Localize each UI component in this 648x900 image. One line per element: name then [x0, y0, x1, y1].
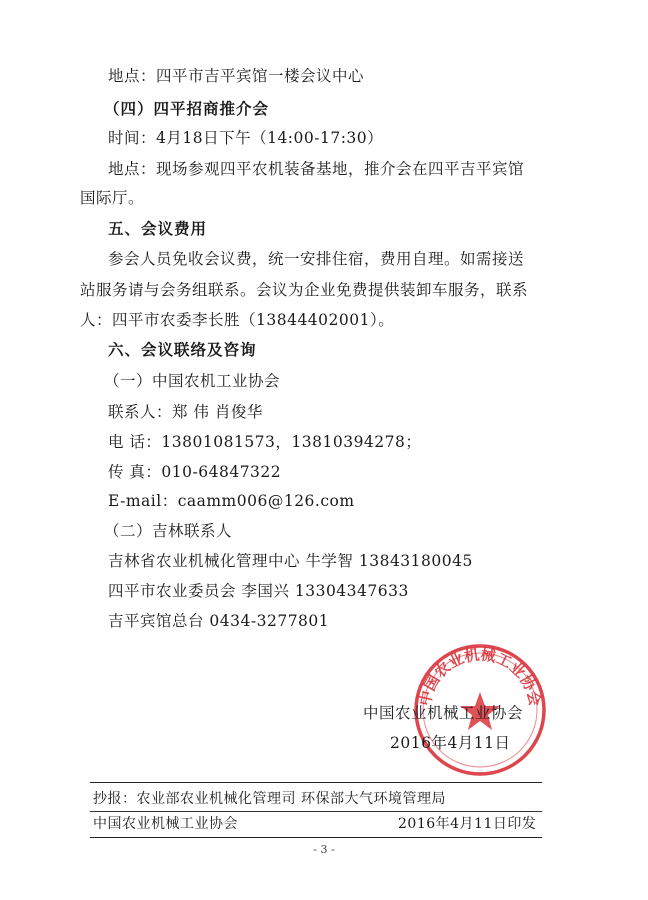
footer-mid-rule — [90, 811, 542, 812]
section-heading-fees: 五、会议费用 — [108, 220, 208, 238]
footer-bottom-rule — [90, 837, 542, 838]
fax-line: 传 真：010-64847322 — [108, 463, 282, 481]
contact-persons: 联系人：郑 伟 肖俊华 — [108, 403, 263, 421]
page-number: - 3 - — [313, 843, 335, 856]
seal-text: 中国农业机械工业协会 — [415, 645, 545, 708]
venue-line: 地点：四平市吉平宾馆一楼会议中心 — [108, 67, 365, 85]
email-line: E-mail：caamm006@126.com — [108, 492, 355, 510]
print-date: 2016年4月11日印发 — [398, 816, 537, 832]
subheading-association: （一）中国农机工业协会 — [104, 372, 281, 390]
subheading-jilin: （二）吉林联系人 — [104, 522, 233, 540]
phone-line: 电 话：13801081573，13810394278； — [108, 433, 422, 451]
section-heading-four: （四）四平招商推介会 — [104, 100, 270, 118]
cc-line: 抄报：农业部农业机械化管理司 环保部大气环境管理局 — [93, 791, 446, 807]
footer-top-rule — [90, 782, 542, 783]
jilin-contact-1: 吉林省农业机械化管理中心 牛学智 13843180045 — [108, 552, 473, 570]
issuer-line: 中国农业机械工业协会 — [93, 816, 238, 832]
venue-line-2: 地点：现场参观四平农机装备基地，推介会在四平吉平宾馆 — [108, 160, 525, 178]
fees-paragraph-3: 人：四平市农委李长胜（13844402001）。 — [80, 311, 395, 329]
signature-date: 2016年4月11日 — [390, 734, 511, 752]
venue-line-2-cont: 国际厅。 — [80, 189, 145, 207]
jilin-contact-3: 吉平宾馆总台 0434-3277801 — [108, 612, 330, 630]
section-heading-contact: 六、会议联络及咨询 — [108, 341, 257, 359]
time-line: 时间：4月18日下午（14:00-17:30） — [108, 129, 384, 147]
jilin-contact-2: 四平市农业委员会 李国兴 13304347633 — [108, 582, 409, 600]
signature-org: 中国农业机械工业协会 — [363, 704, 524, 722]
fees-paragraph-2: 站服务请与会务组联系。会议为企业免费提供装卸车服务，联系 — [80, 281, 529, 299]
fees-paragraph-1: 参会人员免收会议费，统一安排住宿，费用自理。如需接送 — [108, 250, 525, 268]
